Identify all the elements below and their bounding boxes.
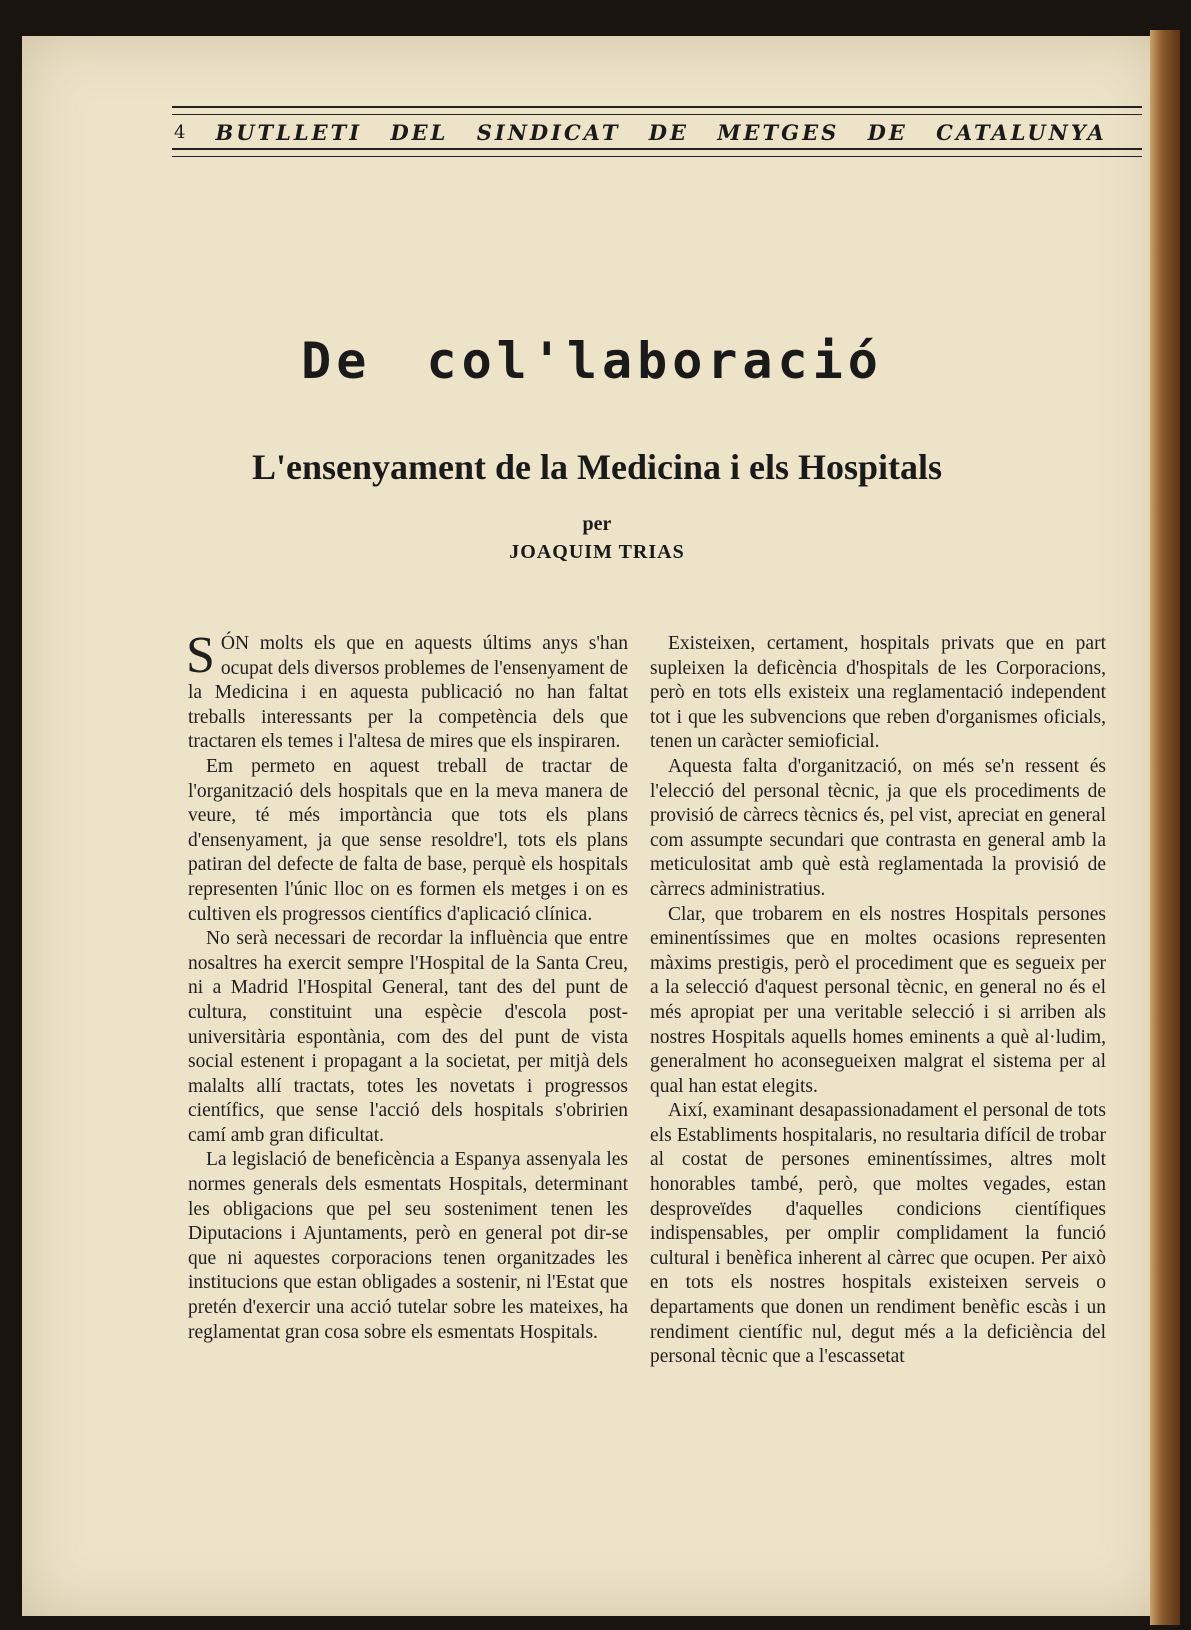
page-number: 4 [174, 121, 186, 143]
header-rule-bottom [172, 148, 1142, 157]
section-title: De col'laboració [301, 332, 883, 390]
paragraph: No serà necessari de recordar la influència que entre nosaltres ha exercit sempre l'Hospital de la Santa Creu, ni a Madrid l'Hospital General, tant des del punt de cultura, constituint una espècie d'escola post-universitària espontània, com des del punt de vista social estenent i propagant a la societat, per mitjà dels malalts allí tractats, totes les novetats i progressos científics, que sense l'acció dels hospitals s'obririen camí amb gran dificultat. [188, 928, 628, 1146]
byline [22, 511, 1172, 567]
drop-cap: S [186, 627, 215, 684]
book-edge [1150, 30, 1180, 1625]
paragraph-text: molts els que en aquests últims anys s'han ocupat dels diversos problemes de l'ensenyament de la Medicina i en aquesta publicació no han faltat treballs interessants per la competència dels que tractaren els temes i l'altesa de mires que els inspiraren. [188, 633, 628, 753]
journal-page [22, 36, 1162, 1616]
header-rule-top [172, 106, 1142, 115]
paragraph: Així, examinant desapassionadament el personal de tots els Establiments hospitalaris, no resultaria difícil de trobar al costat de persones eminentíssimes, altres molt honorables també, però, que moltes vegades, estan desproveïdes d'aquelles condicions científiques indispensables, per omplir complidament la funció cultural i benèfica inherent al càrrec que ocupen. Per això en tots els nostres hospitals existeixen serveis o departaments que donen un rendiment benèfic escàs i un rendiment científic nul, degut més a la deficiència del personal tècnic que a l'escassetat [650, 1100, 1106, 1368]
paragraph [186, 627, 628, 755]
running-head [174, 118, 1144, 146]
article-title: L'ensenyament de la Medicina i els Hospitals [251, 447, 942, 487]
paragraph: La legislació de beneficència a Espanya assenyala les normes generals dels esmentats Hospitals, determinant les obligacions que pel seu sosteniment tenen les Diputacions i Ajuntaments, però en general pot dir-se que ni aquestes corporacions tenen organitzades les institucions que estan obligades a sostenir, ni l'Estat que pretén d'exercir una acció tutelar sobre les mateixes, ha reglamentat gran cosa sobre els esmentats Hospitals. [188, 1149, 628, 1343]
right-column [650, 632, 1106, 1370]
paragraph: Clar, que trobarem en els nostres Hospitals persones eminentíssimes que en moltes ocasions representen màxims prestigis, però el procediment que es segueix per a la selecció d'aquest personal tècnic, en general no és el més apropiat per una veritable selecció i si arriben als nostres Hospitals aquells homes eminents a què al·ludim, generalment ho aconsegueixen malgrat el sistema per al qual han estat elegits. [650, 903, 1106, 1097]
paragraph: Aquesta falta d'organització, on més se'n ressent és l'elecció del personal tècnic, ja que els procediments de provisió de càrrecs tècnics és, pel vist, apreciat en general com assumpte secundari que contrasta en general amb la meticulositat amb què està reglamentada la provisió de càrrecs administratius. [650, 755, 1106, 900]
running-title: BUTLLETI DEL SINDICAT DE METGES DE CATALUNYA [215, 119, 1107, 145]
byline-per: per [582, 513, 612, 535]
paragraph: Em permeto en aquest treball de tractar de l'organització dels hospitals que en la meva manera de veure, té més importància que tots els plans d'ensenyament, ja que sense resoldre'l, tots els plans patiran del defecte de falta de base, perquè els hospitals representen l'únic lloc on es formen els metges i on es cultiven els progressos científics d'aplicació clínica. [188, 755, 628, 925]
author-name: JOAQUIM TRIAS [509, 541, 685, 563]
first-word: ÓN [220, 633, 250, 654]
paragraph: Existeixen, certament, hospitals privats que en part supleixen la deficència d'hospitals de les Corporacions, però en tots ells existeix una reglamentació independent tot i que les subvencions que reben d'organismes oficials, tenen un caràcter semioficial. [650, 633, 1106, 753]
left-column [186, 627, 628, 1345]
